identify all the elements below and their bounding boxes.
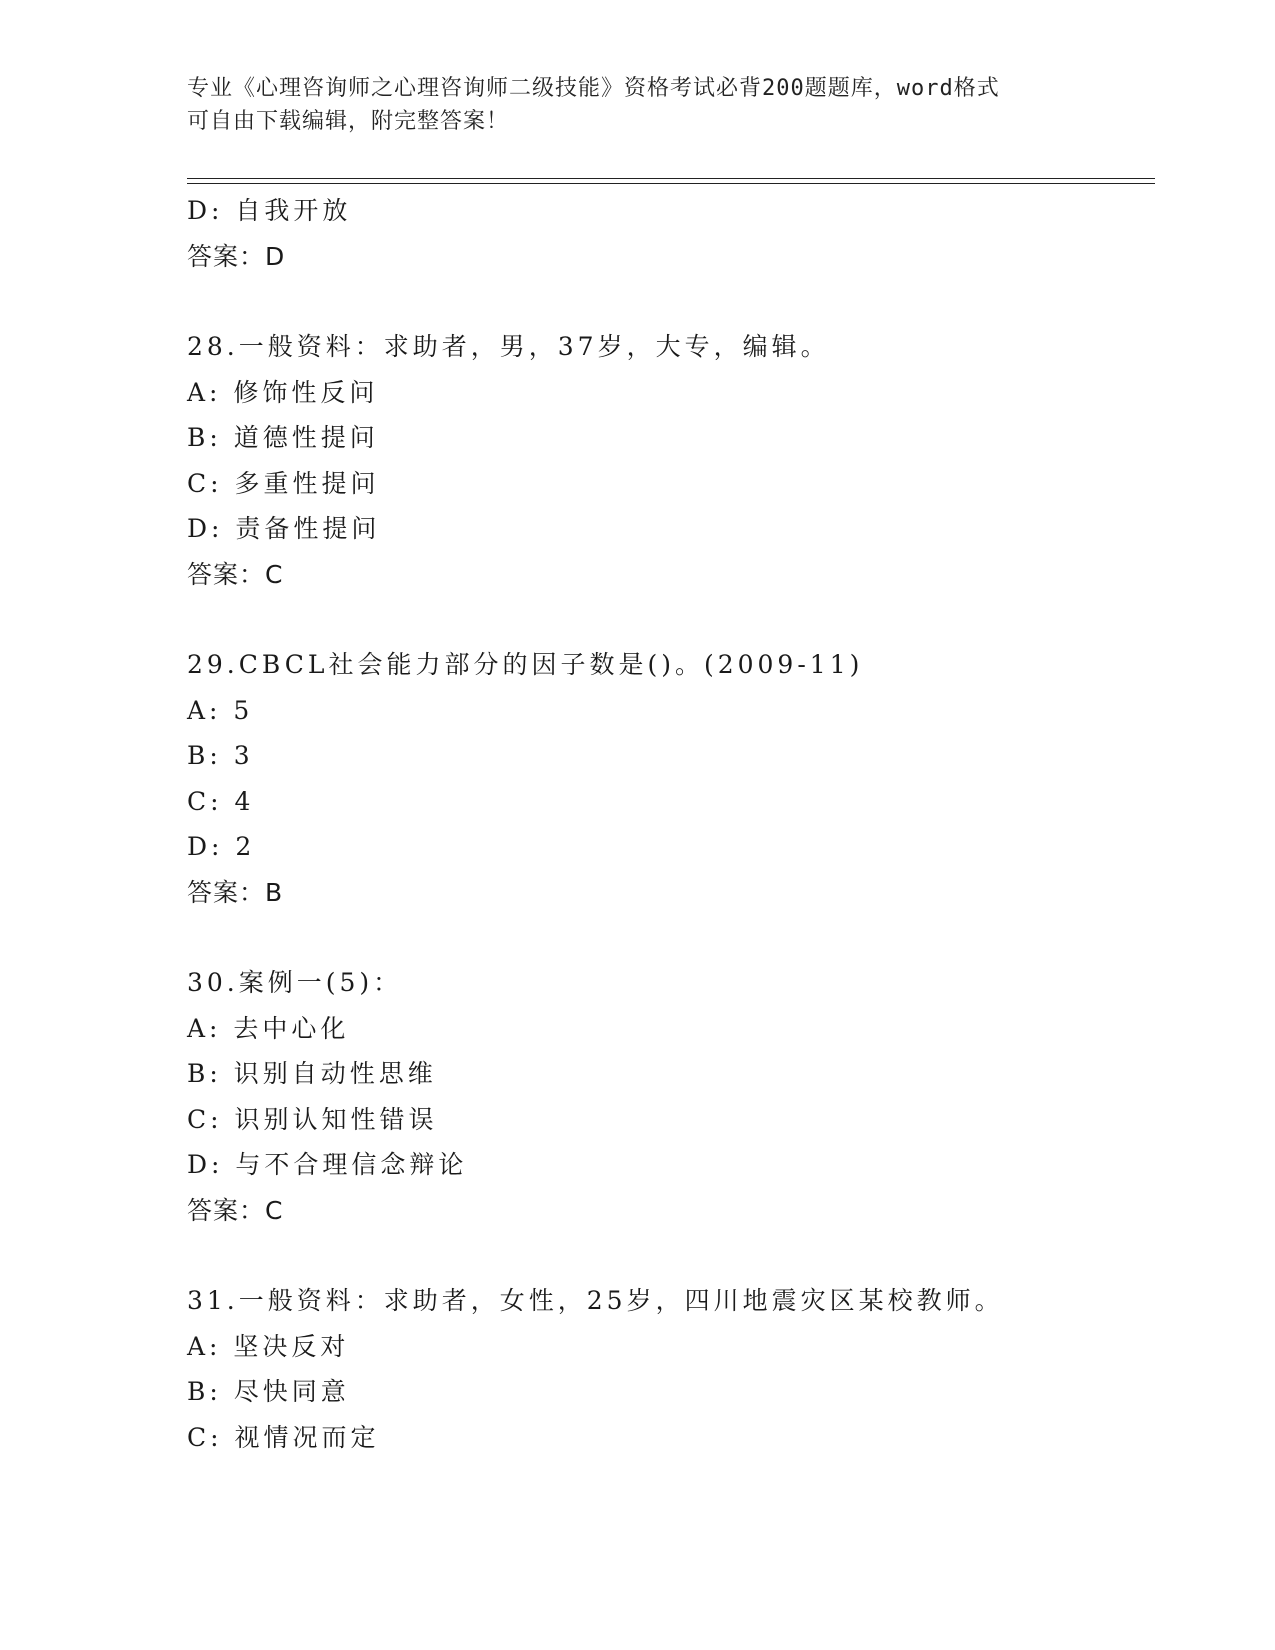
question-answer: 答案：C [187, 559, 284, 589]
question-title: 30.案例一(5)： [187, 968, 403, 997]
question-option: D: 自我开放 [187, 196, 352, 225]
question-option: B: 道德性提问 [187, 423, 379, 452]
question-option: D: 2 [187, 832, 256, 861]
block-spacer [187, 279, 1155, 324]
question-option: A: 5 [187, 695, 254, 725]
question-block [187, 960, 1155, 1233]
question-option: C: 4 [187, 786, 255, 816]
question-block [187, 324, 1155, 597]
question-option: A: 坚决反对 [187, 1331, 350, 1361]
question-title: 28.一般资料：求助者，男，37岁，大专，编辑。 [187, 332, 830, 361]
block-spacer [187, 597, 1155, 642]
header-divider-top [187, 178, 1155, 179]
question-block [187, 1278, 1155, 1460]
question-block [187, 642, 1155, 915]
header-line-1: 专业《心理咨询师之心理咨询师二级技能》资格考试必背200题题库，word格式 [187, 76, 1000, 101]
header-line-2: 可自由下载编辑，附完整答案！ [187, 109, 510, 134]
question-block [187, 188, 1155, 279]
question-option: A: 去中心化 [187, 1013, 350, 1043]
question-option: B: 识别自动性思维 [187, 1059, 437, 1088]
question-title: 29.CBCL社会能力部分的因子数是()。(2009-11) [187, 650, 864, 679]
question-option: D: 责备性提问 [187, 514, 381, 543]
block-spacer [187, 1233, 1155, 1278]
question-answer: 答案：D [187, 241, 286, 271]
question-option: B: 尽快同意 [187, 1377, 350, 1406]
question-option: B: 3 [187, 741, 254, 770]
question-option: A: 修饰性反问 [187, 377, 379, 407]
question-title: 31.一般资料：求助者，女性，25岁，四川地震灾区某校教师。 [187, 1286, 1004, 1315]
header-divider-bottom [187, 183, 1155, 184]
block-spacer [187, 915, 1155, 960]
question-option: C: 多重性提问 [187, 468, 380, 498]
question-answer: 答案：B [187, 877, 284, 907]
question-option: D: 与不合理信念辩论 [187, 1150, 468, 1179]
question-option: C: 识别认知性错误 [187, 1104, 438, 1134]
document-header [187, 72, 1067, 138]
question-list [187, 188, 1155, 1460]
question-answer: 答案：C [187, 1195, 284, 1225]
question-option: C: 视情况而定 [187, 1422, 380, 1452]
